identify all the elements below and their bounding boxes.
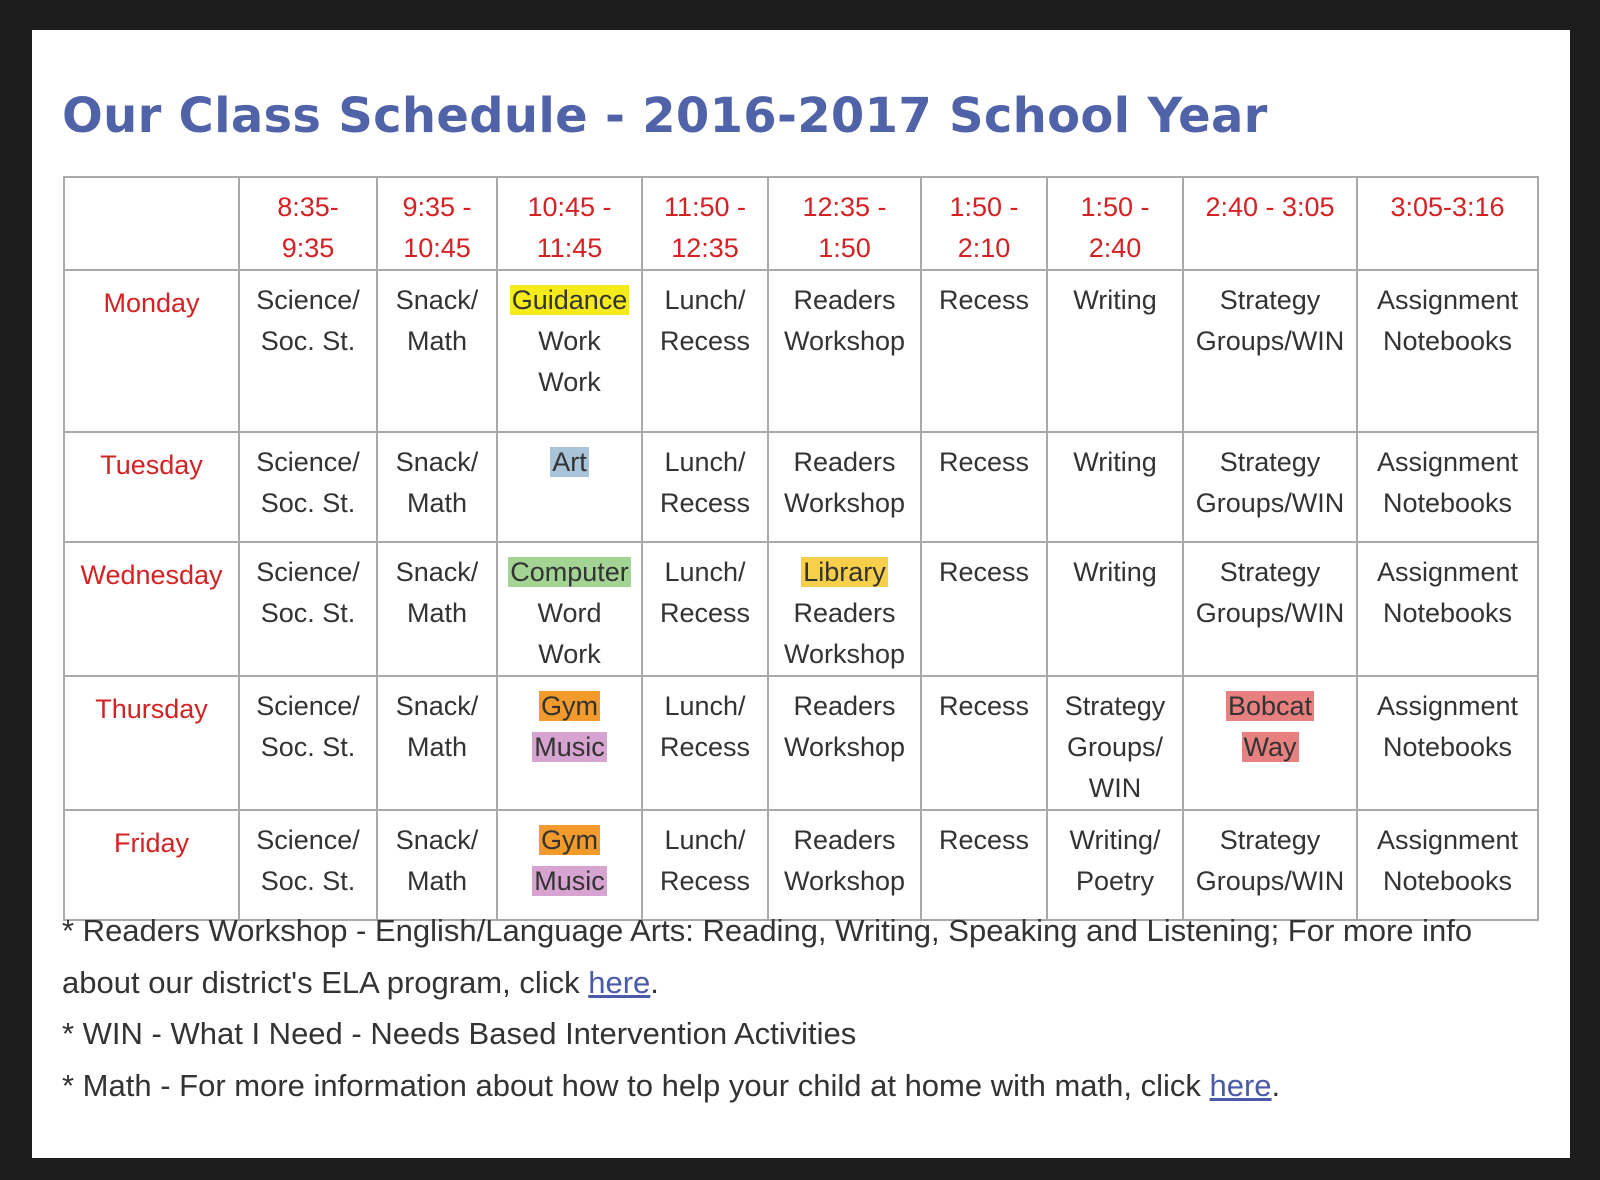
cell-text: Science/	[256, 691, 360, 721]
cell-text: Soc. St.	[260, 866, 356, 896]
cell-text: Snack/	[395, 825, 479, 855]
time-slot-line: 12:35 -	[802, 192, 887, 222]
cell-text: Readers	[793, 447, 896, 477]
cell-text: Workshop	[783, 732, 906, 762]
cell-line	[500, 727, 639, 768]
schedule-cell	[768, 270, 921, 432]
ela-info-link[interactable]: here	[588, 964, 651, 1000]
schedule-cell	[1357, 542, 1538, 676]
schedule-cell	[1357, 810, 1538, 920]
time-slot-line: 2:40	[1088, 233, 1142, 263]
cell-text: Recess	[659, 866, 751, 896]
cell-line	[645, 820, 765, 861]
schedule-cell	[768, 432, 921, 542]
cell-line	[1186, 321, 1354, 362]
schedule-cell	[497, 676, 642, 810]
schedule-cell	[1183, 676, 1357, 810]
cell-line	[1186, 820, 1354, 861]
cell-line	[1186, 552, 1354, 593]
cell-text: Readers	[793, 691, 896, 721]
schedule-cell	[1183, 542, 1357, 676]
cell-line	[500, 442, 639, 483]
page-title: Our Class Schedule - 2016-2017 School Year	[62, 88, 1268, 144]
cell-text: Workshop	[783, 326, 906, 356]
highlighted-subject: Gym	[541, 825, 598, 855]
cell-line	[1360, 861, 1535, 902]
schedule-cell	[1047, 270, 1183, 432]
cell-line	[771, 442, 918, 483]
cell-text: Strategy	[1219, 285, 1321, 315]
cell-text: Notebooks	[1382, 866, 1513, 896]
cell-line	[500, 280, 639, 321]
cell-line	[500, 861, 639, 902]
cell-line	[242, 686, 374, 727]
highlighted-subject: Guidance	[511, 285, 628, 315]
cell-line	[924, 686, 1044, 727]
cell-line	[242, 593, 374, 634]
cell-line	[380, 820, 494, 861]
highlighted-subject: Music	[534, 732, 605, 762]
cell-text: Snack/	[395, 691, 479, 721]
cell-text: Snack/	[395, 285, 479, 315]
cell-text: Writing/	[1069, 825, 1161, 855]
time-slot-line: 8:35-	[277, 192, 339, 222]
cell-line	[500, 552, 639, 593]
cell-text: Soc. St.	[260, 732, 356, 762]
cell-text: Recess	[938, 447, 1030, 477]
cell-line	[645, 321, 765, 362]
time-slot-line: 12:35	[671, 233, 739, 263]
highlighted-subject: Bobcat	[1227, 691, 1313, 721]
highlighted-subject: Music	[534, 866, 605, 896]
cell-text: Strategy	[1064, 691, 1166, 721]
cell-line	[771, 321, 918, 362]
cell-text: Workshop	[783, 488, 906, 518]
schedule-cell	[497, 432, 642, 542]
cell-line	[380, 280, 494, 321]
cell-line	[380, 321, 494, 362]
cell-line	[242, 442, 374, 483]
cell-text: Science/	[256, 447, 360, 477]
time-header-row	[64, 177, 1538, 270]
cell-text: Math	[406, 866, 468, 896]
schedule-cell	[1183, 270, 1357, 432]
highlighted-subject: Way	[1243, 732, 1297, 762]
time-slot-line: 10:45 -	[527, 192, 612, 222]
cell-text: Assignment	[1376, 825, 1519, 855]
cell-text: Assignment	[1376, 557, 1519, 587]
time-slot-line: 11:45	[536, 233, 603, 263]
cell-text: Snack/	[395, 447, 479, 477]
cell-text: Groups/WIN	[1195, 866, 1345, 896]
time-slot-line: 1:50 -	[1080, 192, 1150, 222]
cell-text: Notebooks	[1382, 732, 1513, 762]
schedule-cell	[642, 542, 768, 676]
highlighted-subject: Library	[803, 557, 886, 587]
cell-line	[924, 442, 1044, 483]
time-slot-line: 2:10	[957, 233, 1011, 263]
footnotes	[62, 905, 1542, 1111]
time-slot-line: 11:50 -	[663, 192, 747, 222]
cell-line	[1360, 820, 1535, 861]
day-label: Thursday	[64, 676, 239, 810]
cell-line	[645, 442, 765, 483]
day-label: Friday	[64, 810, 239, 920]
cell-line	[1186, 861, 1354, 902]
note-readers-workshop	[62, 905, 1542, 1008]
cell-line	[771, 593, 918, 634]
cell-line	[1360, 442, 1535, 483]
schedule-cell	[377, 810, 497, 920]
cell-text: Notebooks	[1382, 326, 1513, 356]
schedule-cell	[642, 810, 768, 920]
cell-line	[645, 686, 765, 727]
schedule-cell	[1047, 810, 1183, 920]
day-row-monday	[64, 270, 1538, 432]
cell-line	[380, 552, 494, 593]
day-row-wednesday	[64, 542, 1538, 676]
cell-line	[771, 686, 918, 727]
cell-text: Notebooks	[1382, 488, 1513, 518]
cell-text: Assignment	[1376, 447, 1519, 477]
cell-text: Work	[538, 326, 601, 356]
note-math	[62, 1060, 1542, 1112]
cell-text: Writing	[1073, 285, 1157, 315]
cell-line	[242, 280, 374, 321]
cell-line	[1360, 552, 1535, 593]
day-label: Wednesday	[64, 542, 239, 676]
cell-text: Word	[537, 598, 602, 628]
cell-line	[924, 820, 1044, 861]
cell-text: Lunch/	[664, 825, 746, 855]
cell-line	[380, 727, 494, 768]
schedule-cell	[239, 810, 377, 920]
cell-text: WIN	[1088, 773, 1142, 803]
schedule-cell	[497, 542, 642, 676]
cell-text: Readers	[793, 598, 896, 628]
cell-text: Workshop	[783, 866, 906, 896]
cell-line	[645, 552, 765, 593]
cell-line	[380, 686, 494, 727]
schedule-cell	[921, 432, 1047, 542]
cell-line	[645, 483, 765, 524]
cell-text: Work	[538, 639, 601, 669]
cell-line	[1050, 552, 1180, 593]
time-slot-line: 9:35 -	[402, 192, 472, 222]
cell-text: Soc. St.	[260, 326, 356, 356]
time-slot-header	[1183, 177, 1357, 270]
cell-text: Soc. St.	[260, 488, 356, 518]
cell-line	[242, 321, 374, 362]
cell-line	[771, 552, 918, 593]
cell-line	[1050, 861, 1180, 902]
schedule-cell	[921, 270, 1047, 432]
cell-text: Assignment	[1376, 285, 1519, 315]
cell-text: Recess	[938, 691, 1030, 721]
schedule-cell	[1047, 432, 1183, 542]
schedule-cell	[921, 542, 1047, 676]
schedule-cell	[239, 432, 377, 542]
cell-text: Math	[406, 326, 468, 356]
cell-text: Recess	[938, 557, 1030, 587]
cell-text: Readers	[793, 825, 896, 855]
schedule-cell	[1183, 432, 1357, 542]
cell-text: Snack/	[395, 557, 479, 587]
cell-line	[500, 686, 639, 727]
cell-text: Recess	[938, 285, 1030, 315]
schedule-cell	[239, 542, 377, 676]
cell-line	[771, 634, 918, 675]
cell-text: Groups/WIN	[1195, 598, 1345, 628]
schedule-cell	[1357, 270, 1538, 432]
schedule-cell	[1357, 432, 1538, 542]
time-slot-header	[497, 177, 642, 270]
cell-text: Lunch/	[664, 691, 746, 721]
schedule-cell	[239, 270, 377, 432]
cell-line	[1360, 483, 1535, 524]
cell-text: Math	[406, 598, 468, 628]
time-slot-line: 3:05-3:16	[1390, 192, 1505, 222]
cell-text: Poetry	[1075, 866, 1155, 896]
cell-line	[1360, 727, 1535, 768]
cell-text: Recess	[659, 732, 751, 762]
cell-line	[1360, 321, 1535, 362]
cell-line	[1050, 280, 1180, 321]
cell-line	[242, 727, 374, 768]
cell-line	[1186, 686, 1354, 727]
cell-line	[924, 280, 1044, 321]
cell-line	[771, 861, 918, 902]
cell-line	[1186, 593, 1354, 634]
note-math-text: * Math - For more information about how to help your child at home with math, click	[62, 1067, 1210, 1103]
cell-line	[1050, 820, 1180, 861]
cell-line	[242, 483, 374, 524]
time-slot-header	[1357, 177, 1538, 270]
cell-text: Recess	[659, 598, 751, 628]
cell-line	[242, 861, 374, 902]
cell-text: Workshop	[783, 639, 906, 669]
schedule-cell	[1047, 676, 1183, 810]
highlighted-subject: Art	[552, 447, 587, 477]
time-slot-header	[768, 177, 921, 270]
schedule-cell	[642, 676, 768, 810]
cell-line	[1360, 686, 1535, 727]
highlighted-subject: Gym	[541, 691, 598, 721]
corner-cell	[64, 177, 239, 270]
day-label: Tuesday	[64, 432, 239, 542]
cell-text: Writing	[1073, 447, 1157, 477]
cell-line	[380, 442, 494, 483]
day-row-thursday	[64, 676, 1538, 810]
schedule-cell	[1183, 810, 1357, 920]
cell-line	[242, 820, 374, 861]
cell-text: Lunch/	[664, 557, 746, 587]
cell-text: Science/	[256, 557, 360, 587]
cell-line	[1050, 727, 1180, 768]
schedule-cell	[642, 270, 768, 432]
time-slot-header	[239, 177, 377, 270]
schedule-cell	[921, 810, 1047, 920]
day-row-tuesday	[64, 432, 1538, 542]
time-slot-header	[921, 177, 1047, 270]
schedule-cell	[497, 270, 642, 432]
schedule-page	[32, 30, 1570, 1158]
cell-text: Math	[406, 488, 468, 518]
schedule-cell	[768, 542, 921, 676]
cell-text: Lunch/	[664, 285, 746, 315]
day-row-friday	[64, 810, 1538, 920]
cell-text: Science/	[256, 825, 360, 855]
schedule-cell	[768, 676, 921, 810]
time-slot-header	[377, 177, 497, 270]
cell-line	[645, 727, 765, 768]
day-label: Monday	[64, 270, 239, 432]
cell-text: Strategy	[1219, 557, 1321, 587]
note-win: * WIN - What I Need - Needs Based Intervention Activities	[62, 1016, 857, 1051]
cell-text: Notebooks	[1382, 598, 1513, 628]
cell-line	[771, 820, 918, 861]
schedule-cell	[921, 676, 1047, 810]
time-slot-line: 1:50 -	[949, 192, 1019, 222]
cell-line	[1186, 483, 1354, 524]
cell-line	[500, 362, 639, 403]
cell-line	[924, 552, 1044, 593]
cell-line	[1050, 686, 1180, 727]
cell-text: Recess	[659, 488, 751, 518]
cell-line	[1186, 727, 1354, 768]
cell-text: Science/	[256, 285, 360, 315]
cell-line	[771, 483, 918, 524]
math-help-link[interactable]: here	[1209, 1067, 1272, 1103]
highlighted-subject: Computer	[510, 557, 629, 587]
cell-text: Groups/	[1066, 732, 1164, 762]
time-slot-header	[1047, 177, 1183, 270]
cell-line	[500, 321, 639, 362]
cell-line	[1186, 280, 1354, 321]
schedule-cell	[377, 270, 497, 432]
cell-line	[771, 280, 918, 321]
cell-text: Work	[538, 367, 601, 397]
cell-line	[500, 593, 639, 634]
schedule-cell	[377, 676, 497, 810]
schedule-cell	[1357, 676, 1538, 810]
cell-text: Math	[406, 732, 468, 762]
schedule-cell	[642, 432, 768, 542]
cell-text: Assignment	[1376, 691, 1519, 721]
cell-line	[380, 861, 494, 902]
cell-line	[645, 593, 765, 634]
cell-line	[380, 483, 494, 524]
cell-line	[500, 634, 639, 675]
schedule-cell	[377, 432, 497, 542]
cell-line	[242, 552, 374, 593]
schedule-table	[63, 176, 1539, 921]
cell-line	[1050, 768, 1180, 809]
cell-line	[771, 727, 918, 768]
cell-text: Recess	[938, 825, 1030, 855]
cell-line	[1360, 593, 1535, 634]
schedule-cell	[768, 810, 921, 920]
cell-line	[645, 280, 765, 321]
cell-text: Groups/WIN	[1195, 326, 1345, 356]
time-slot-header	[642, 177, 768, 270]
schedule-cell	[1047, 542, 1183, 676]
cell-text: Lunch/	[664, 447, 746, 477]
cell-text: Groups/WIN	[1195, 488, 1345, 518]
cell-line	[380, 593, 494, 634]
cell-text: Readers	[793, 285, 896, 315]
cell-text: Recess	[659, 326, 751, 356]
cell-text: Strategy	[1219, 825, 1321, 855]
note-readers-workshop-text: * Readers Workshop - English/Language Arts: Reading, Writing, Speaking and Listening; For more info about our district's ELA program, click	[62, 913, 1473, 1000]
time-slot-line: 10:45	[403, 233, 471, 263]
cell-line	[500, 820, 639, 861]
cell-text: Strategy	[1219, 447, 1321, 477]
schedule-cell	[377, 542, 497, 676]
note-period: .	[1271, 1067, 1281, 1103]
time-slot-line: 1:50	[818, 233, 871, 263]
cell-line	[1050, 442, 1180, 483]
cell-text: Soc. St.	[260, 598, 356, 628]
cell-line	[1186, 442, 1354, 483]
cell-line	[1360, 280, 1535, 321]
schedule-cell	[497, 810, 642, 920]
cell-line	[645, 861, 765, 902]
time-slot-line: 2:40 - 3:05	[1205, 192, 1335, 222]
schedule-cell	[239, 676, 377, 810]
cell-text: Writing	[1073, 557, 1157, 587]
note-period: .	[650, 964, 659, 1000]
time-slot-line: 9:35	[281, 233, 335, 263]
